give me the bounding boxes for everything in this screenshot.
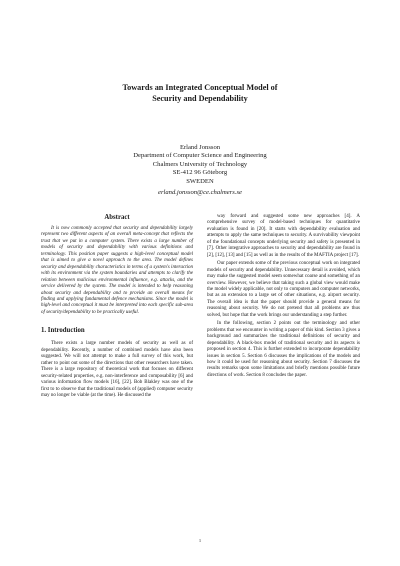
body-paragraph: Our paper extends some of the previous conceptual work on integrated models of security and dependability. Unnecessary detail is avoided, which may make the suggested model seem somewhat coarse and something of an overview. However, we believe that taking such a global view would make the model widely applicable, not only to computers and computer networks, but as an extension to a large set of other situations, e.g. airport security. The overall idea is that the paper should provide a general means for reasoning about security. We do not pretend that all problems are thus solved, but hope that the work brings our understanding a step further. [207, 261, 360, 318]
abstract-text: It is now commonly accepted that security and dependability largely represent two different aspects of an overall meta-concept that reflects the trust that we put in a computer system. There exists a large number of models of security and dependability with various definitions and terminology. This position paper suggests a high-level conceptual model that is aimed to give a novel approach to the area. The model defines security and dependability characteristics in terms of a system's interaction with its environment via the system boundaries and attempts to clarify the relation between malicious environmental influence, e.g. attacks, and the service delivered by the system. The model is intended to help reasoning about security and dependability and to provide an overall means for finding and applying fundamental defence mechanisms. Since the model is high-level and conceptual it must be interpreted into each specific sub-area of security/dependability to be practically useful. [41, 226, 193, 315]
author-email: erland.jonsson@ce.chalmers.se [158, 189, 242, 197]
title-line-1: Towards an Integrated Conceptual Model of [122, 83, 278, 92]
author-university: Chalmers University of Technology [152, 160, 248, 168]
author-name: Erland Jonsson [179, 144, 221, 151]
author-address: SE-412 96 Göteborg [172, 169, 228, 177]
introduction-paragraph: There exists a large number models of security as well as of dependability. Recently, a number of combined models have also been suggested. We will not attempt to make a full survey of this work, but rather to point out some of the directions that other researchers have taken. There is a large repository of theoretical work that focuses on different security-related properties, e.g. non-interference and composability [6] and various information flow models [16], [22]. Bob Blakley was one of the first to to observe that the traditional models of (applied) computer security may no longer be viable (at the time). He discussed the [41, 341, 193, 398]
author-country: SWEDEN [186, 177, 214, 185]
body-paragraph: way forward and suggested some new approaches [4]. A comprehensive survey of model-based techniques for quantitative evaluation is found in [20]. It starts with dependability evaluation and attempts to apply the same techniques to security. A survivability viewpoint of the foundational concepts underlying security and safety is presented in [7]. Other integrative approaches to security and dependability are found in [2], [12], [13] and [15] as well as in the results of the MAFTIA project [17]. [207, 214, 360, 258]
right-column [207, 214, 360, 379]
author-block [0, 144, 400, 197]
paper-title [0, 83, 400, 104]
title-line-2: Security and Dependability [152, 93, 248, 103]
abstract-heading: Abstract [104, 214, 130, 221]
author-department: Department of Computer Science and Engineering [133, 152, 267, 160]
page-number: 1 [198, 538, 202, 543]
body-paragraph: In the following, section 2 points out the terminology and other problems that we encounter in writing a paper of this kind. Section 3 gives a background and summarizes the traditional definitions of security and dependability. A black-box model of traditional security and its aspects is proposed in section 4. This is further extended to incorporate dependability issues in section 5. Section 6 discusses the implications of the models and how it could be used for reasoning about security. Section 7 discusses the results remarks upon some limitations and briefly mentions possible future directions of work. Section 8 concludes the paper. [207, 321, 360, 378]
left-column [41, 213, 193, 399]
introduction-heading: 1. Introduction [41, 327, 85, 335]
